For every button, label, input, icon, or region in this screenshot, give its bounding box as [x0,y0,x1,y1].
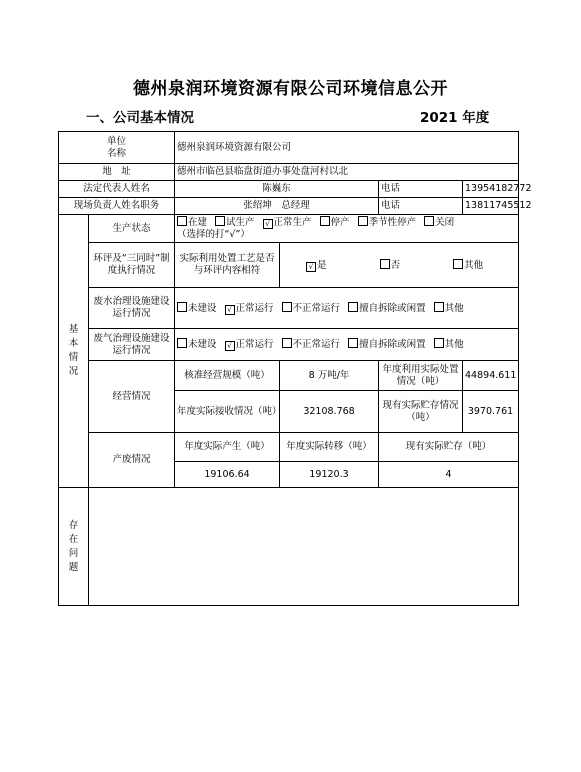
section-heading: 一、公司基本情况 [86,110,194,126]
eia-no-option[interactable]: 否 [380,259,401,272]
site-manager-phone: 13811745512 [463,198,519,215]
waste-stored-label: 现有实际贮存（吨） [379,433,519,462]
wastewater-option-label: 正常运行 [235,302,274,314]
legal-rep-phone: 13954182772 [463,181,519,198]
wastewater-option-4[interactable] [434,302,464,315]
legal-rep-value: 陈巍东 [175,181,379,198]
exhaust-option-label: 正常运行 [235,339,274,350]
exhaust-checkbox-0[interactable] [177,338,187,348]
waste-transferred-value: 19120.3 [280,462,379,488]
production-status-option-label: 季节性停产 [368,217,417,228]
waste-transferred-label: 年度实际转移（吨） [280,433,379,462]
exhaust-group [177,338,516,351]
wastewater-option-label: 不正常运行 [292,302,341,314]
annual-received-value: 32108.768 [280,391,379,433]
production-status-option-2[interactable] [263,217,312,229]
wastewater-label: 废水治理设施建设运行情况 [89,288,175,329]
production-status-checkbox-4[interactable] [358,216,368,226]
eia-label: 环评及“三同时”制度执行情况 [89,243,175,288]
production-status-checkbox-2[interactable]: √ [263,219,273,229]
exhaust-option-4[interactable] [434,338,464,351]
production-status-option-label: 在建 [188,217,208,228]
wastewater-checkbox-1[interactable]: √ [225,305,235,315]
waste-production-label: 产废情况 [89,433,175,488]
address-label: 地 址 [59,164,175,181]
production-status-option-label: 正常生产 [273,217,312,228]
exhaust-option-3[interactable] [348,338,426,351]
wastewater-option-label: 其他 [444,302,464,314]
production-status-label: 生产状态 [89,215,175,243]
production-status-option-label: 试生产 [226,217,255,228]
current-storage-label: 现有实际贮存情况（吨） [379,391,463,433]
production-status-option-5[interactable] [424,216,454,229]
exhaust-options [175,329,519,361]
exhaust-option-label: 擅自拆除或闲置 [359,339,426,350]
basic-info-label: 基 本 情 况 [59,215,89,488]
operation-label: 经营情况 [89,361,175,433]
eia-yes-option[interactable]: √ 是 [306,260,327,272]
eia-question: 实际利用处置工艺是否与环评内容相符 [175,243,280,288]
production-status-options [175,215,519,243]
production-status-checkbox-1[interactable] [215,216,225,226]
site-manager-label: 现场负责人姓名职务 [59,198,175,215]
site-manager-phone-label: 电话 [379,198,463,215]
wastewater-checkbox-0[interactable] [177,302,187,312]
wastewater-checkbox-4[interactable] [434,302,444,312]
production-status-option-0[interactable] [177,216,207,229]
eia-options [280,243,519,288]
production-status-option-4[interactable] [358,216,417,229]
annual-disposal-value: 44894.611 [463,361,519,391]
production-status-hint: （选择的打“√”） [177,229,250,240]
annual-received-label: 年度实际接收情况（吨） [175,391,280,433]
production-status-option-3[interactable] [320,216,350,229]
current-storage-value: 3970.761 [463,391,519,433]
wastewater-option-label: 未建设 [188,302,217,314]
site-manager-value: 张绍坤 总经理 [175,198,379,215]
page-title: 德州泉润环境资源有限公司环境信息公开 [133,79,448,99]
issues-label: 存 在 问 题 [59,488,89,606]
waste-produced-value: 19106.64 [175,462,280,488]
waste-stored-value: 4 [379,462,519,488]
production-status-checkbox-3[interactable] [320,216,330,226]
production-status-checkbox-0[interactable] [177,216,187,226]
waste-produced-label: 年度实际产生（吨） [175,433,280,462]
production-status-option-label: 关闭 [435,217,455,228]
report-year: 2021 年度 [420,110,490,126]
wastewater-group [177,302,516,315]
exhaust-checkbox-2[interactable] [282,338,292,348]
wastewater-option-label: 擅自拆除或闲置 [359,302,426,314]
eia-other-checkbox[interactable] [453,259,463,269]
wastewater-options [175,288,519,329]
annual-disposal-label: 年度利用实际处置情况（吨） [379,361,463,391]
exhaust-checkbox-1[interactable]: √ [225,341,235,351]
production-status-option-label: 停产 [330,217,350,228]
issues-value[interactable] [89,488,519,606]
exhaust-option-1[interactable] [225,339,274,351]
exhaust-label: 废气治理设施建设运行情况 [89,329,175,361]
address-value: 德州市临邑县临盘街道办事处盘河村以北 [175,164,519,181]
eia-other-option[interactable]: 其他 [453,259,483,272]
wastewater-checkbox-3[interactable] [348,302,358,312]
production-status-option-1[interactable] [215,216,255,229]
eia-no-checkbox[interactable] [380,259,390,269]
exhaust-option-label: 其他 [444,339,464,350]
approved-scale-label: 核准经营规模（吨） [175,361,280,391]
production-status-checkbox-5[interactable] [424,216,434,226]
exhaust-option-0[interactable] [177,338,217,351]
exhaust-checkbox-3[interactable] [348,338,358,348]
eia-yes-checkbox[interactable]: √ [306,262,316,272]
exhaust-option-label: 未建设 [188,339,217,350]
exhaust-option-label: 不正常运行 [292,339,341,350]
legal-rep-label: 法定代表人姓名 [59,181,175,198]
wastewater-option-1[interactable] [225,303,274,315]
exhaust-option-2[interactable] [282,338,341,351]
unit-name-value: 德州泉润环境资源有限公司 [175,132,519,164]
approved-scale-value: 8 万吨/年 [280,361,379,391]
wastewater-option-2[interactable] [282,302,341,315]
unit-name-label: 单位 名称 [59,132,175,164]
wastewater-option-0[interactable] [177,302,217,315]
production-status-group [177,216,516,229]
legal-rep-phone-label: 电话 [379,181,463,198]
company-info-table [58,131,532,606]
exhaust-checkbox-4[interactable] [434,338,444,348]
wastewater-checkbox-2[interactable] [282,302,292,312]
wastewater-option-3[interactable] [348,302,426,315]
